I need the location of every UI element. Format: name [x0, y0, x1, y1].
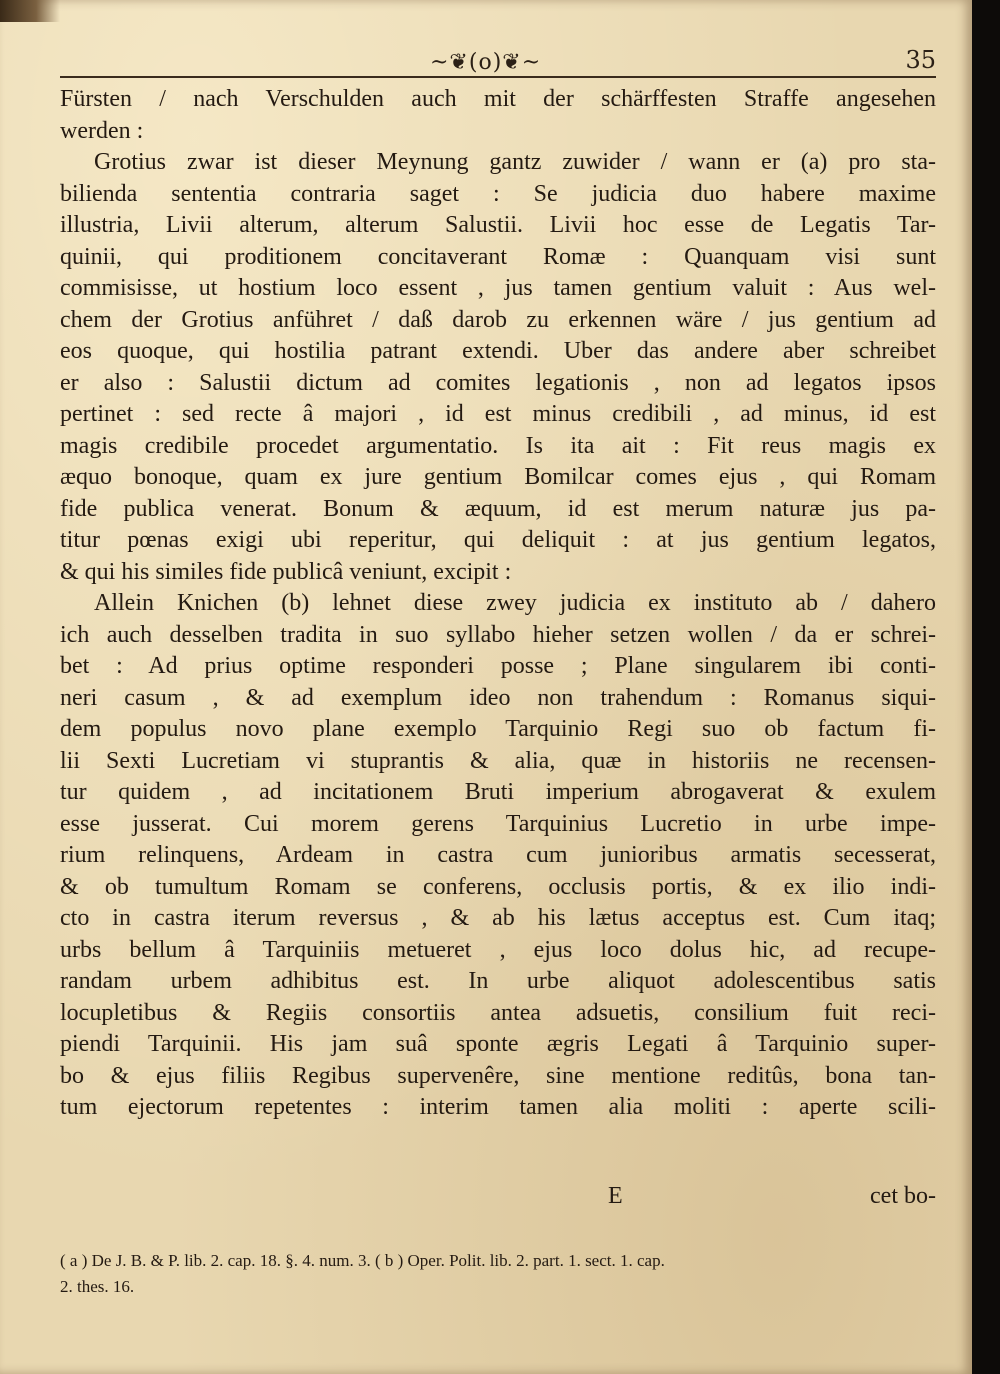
text-line: urbs bellum â Tarquiniis metueret , ejus loco dolus hic, ad recupe- — [60, 936, 936, 963]
text-line: neri casum , & ad exemplum ideo non trahendum : Romanus siqui- — [60, 684, 936, 711]
text-line: bet : Ad prius optime responderi posse ; Plane singularem ibi conti- — [60, 653, 936, 679]
header-ornament: ~❦(o)❦~ — [430, 50, 542, 75]
footnote-line: 2. thes. 16. — [60, 1277, 135, 1296]
body-text — [60, 84, 936, 1124]
text-line: & ob tumultum Romam se conferens, occlusis portis, & ex ilio indi- — [60, 873, 936, 900]
text-line: bo & ejus filiis Regibus supervenêre, sine mentione reditûs, bona tan- — [60, 1062, 936, 1089]
text-line: werden : — [60, 117, 144, 144]
text-line: tur quidem , ad incitationem Bruti imperium abrogaverat & exulem — [60, 779, 936, 805]
text-line: magis credibile procedet argumentatio. Is ita ait : Fit reus magis ex — [60, 432, 936, 459]
text-line: commisisse, ut hostium loco essent , jus tamen gentium valuit : Aus wel- — [60, 275, 936, 301]
text-line: titur pœnas exigi ubi reperitur, qui deliquit : at jus gentium legatos, — [60, 527, 936, 553]
text-line: cto in castra iterum reversus , & ab his lætus acceptus est. Cum itaq; — [60, 905, 936, 931]
text-line: Fürsten / nach Verschulden auch mit der schärffesten Straffe angesehen — [60, 86, 936, 112]
text-line: æquo bonoque, quam ex jure gentium Bomilcar comes ejus , qui Romam — [60, 464, 936, 490]
catchword: cet bo- — [870, 1183, 936, 1209]
text-line: fide publica venerat. Bonum & æquum, id est merum naturæ jus pa- — [60, 495, 936, 522]
text-line: tum ejectorum repetentes : interim tamen alia moliti : aperte scili- — [60, 1094, 936, 1120]
page-number: 35 — [905, 46, 936, 74]
text-line: lii Sexti Lucretiam vi stuprantis & alia, quæ in historiis ne recensen- — [60, 747, 936, 774]
text-line: randam urbem adhibitus est. In urbe aliquot adolescentibus satis — [60, 968, 936, 994]
text-line: Grotius zwar ist dieser Meynung gantz zuwider / wann er (a) pro sta- — [94, 149, 936, 175]
catch-row — [60, 1181, 936, 1213]
running-header — [60, 46, 936, 80]
text-line: illustria, Livii alterum, alterum Salustii. Livii hoc esse de Legatis Tar- — [60, 212, 936, 238]
text-line: piendi Tarquinii. His jam suâ sponte ægris Legati â Tarquinio super- — [60, 1031, 936, 1057]
text-line: & qui his similes fide publicâ veniunt, excipit : — [60, 558, 512, 585]
text-line: locupletibus & Regiis consortiis antea adsuetis, consilium fuit reci- — [60, 999, 936, 1026]
page-corner-shadow — [0, 0, 60, 22]
text-line: dem populus novo plane exemplo Tarquinio Regi suo ob factum fi- — [60, 716, 936, 742]
text-line: Allein Knichen (b) lehnet diese zwey judicia ex instituto ab / dahero — [94, 590, 936, 616]
text-line: eos quoque, qui hostilia patrant extendi. Uber das andere aber schreibet — [60, 338, 936, 364]
header-rule — [60, 76, 936, 78]
text-line: esse jusserat. Cui morem gerens Tarquinius Lucretio in urbe impe- — [60, 810, 936, 837]
text-line: chem der Grotius anführet / daß darob zu erkennen wäre / jus gentium ad — [60, 306, 936, 333]
text-line: pertinet : sed recte â majori , id est minus credibili , ad minus, id est — [60, 401, 936, 427]
footnotes — [60, 1248, 936, 1300]
text-line: quinii, qui proditionem concitaverant Romæ : Quanquam visi sunt — [60, 243, 936, 270]
footnote-line: ( a ) De J. B. & P. lib. 2. cap. 18. §. 4. num. 3. ( b ) Oper. Polit. lib. 2. part. 1. sect. 1. cap. — [60, 1251, 665, 1270]
text-line: rium relinquens, Ardeam in castra cum junioribus armatis secesserat, — [60, 842, 936, 868]
signature-mark: E — [608, 1183, 623, 1209]
text-line: bilienda sententia contraria saget : Se judicia duo habere maxime — [60, 180, 936, 207]
text-line: er also : Salustii dictum ad comites legationis , non ad legatos ipsos — [60, 369, 936, 396]
text-line: ich auch desselben tradita in suo syllabo hieher setzen wollen / da er schrei- — [60, 621, 936, 648]
scan-edge — [972, 0, 1000, 1374]
